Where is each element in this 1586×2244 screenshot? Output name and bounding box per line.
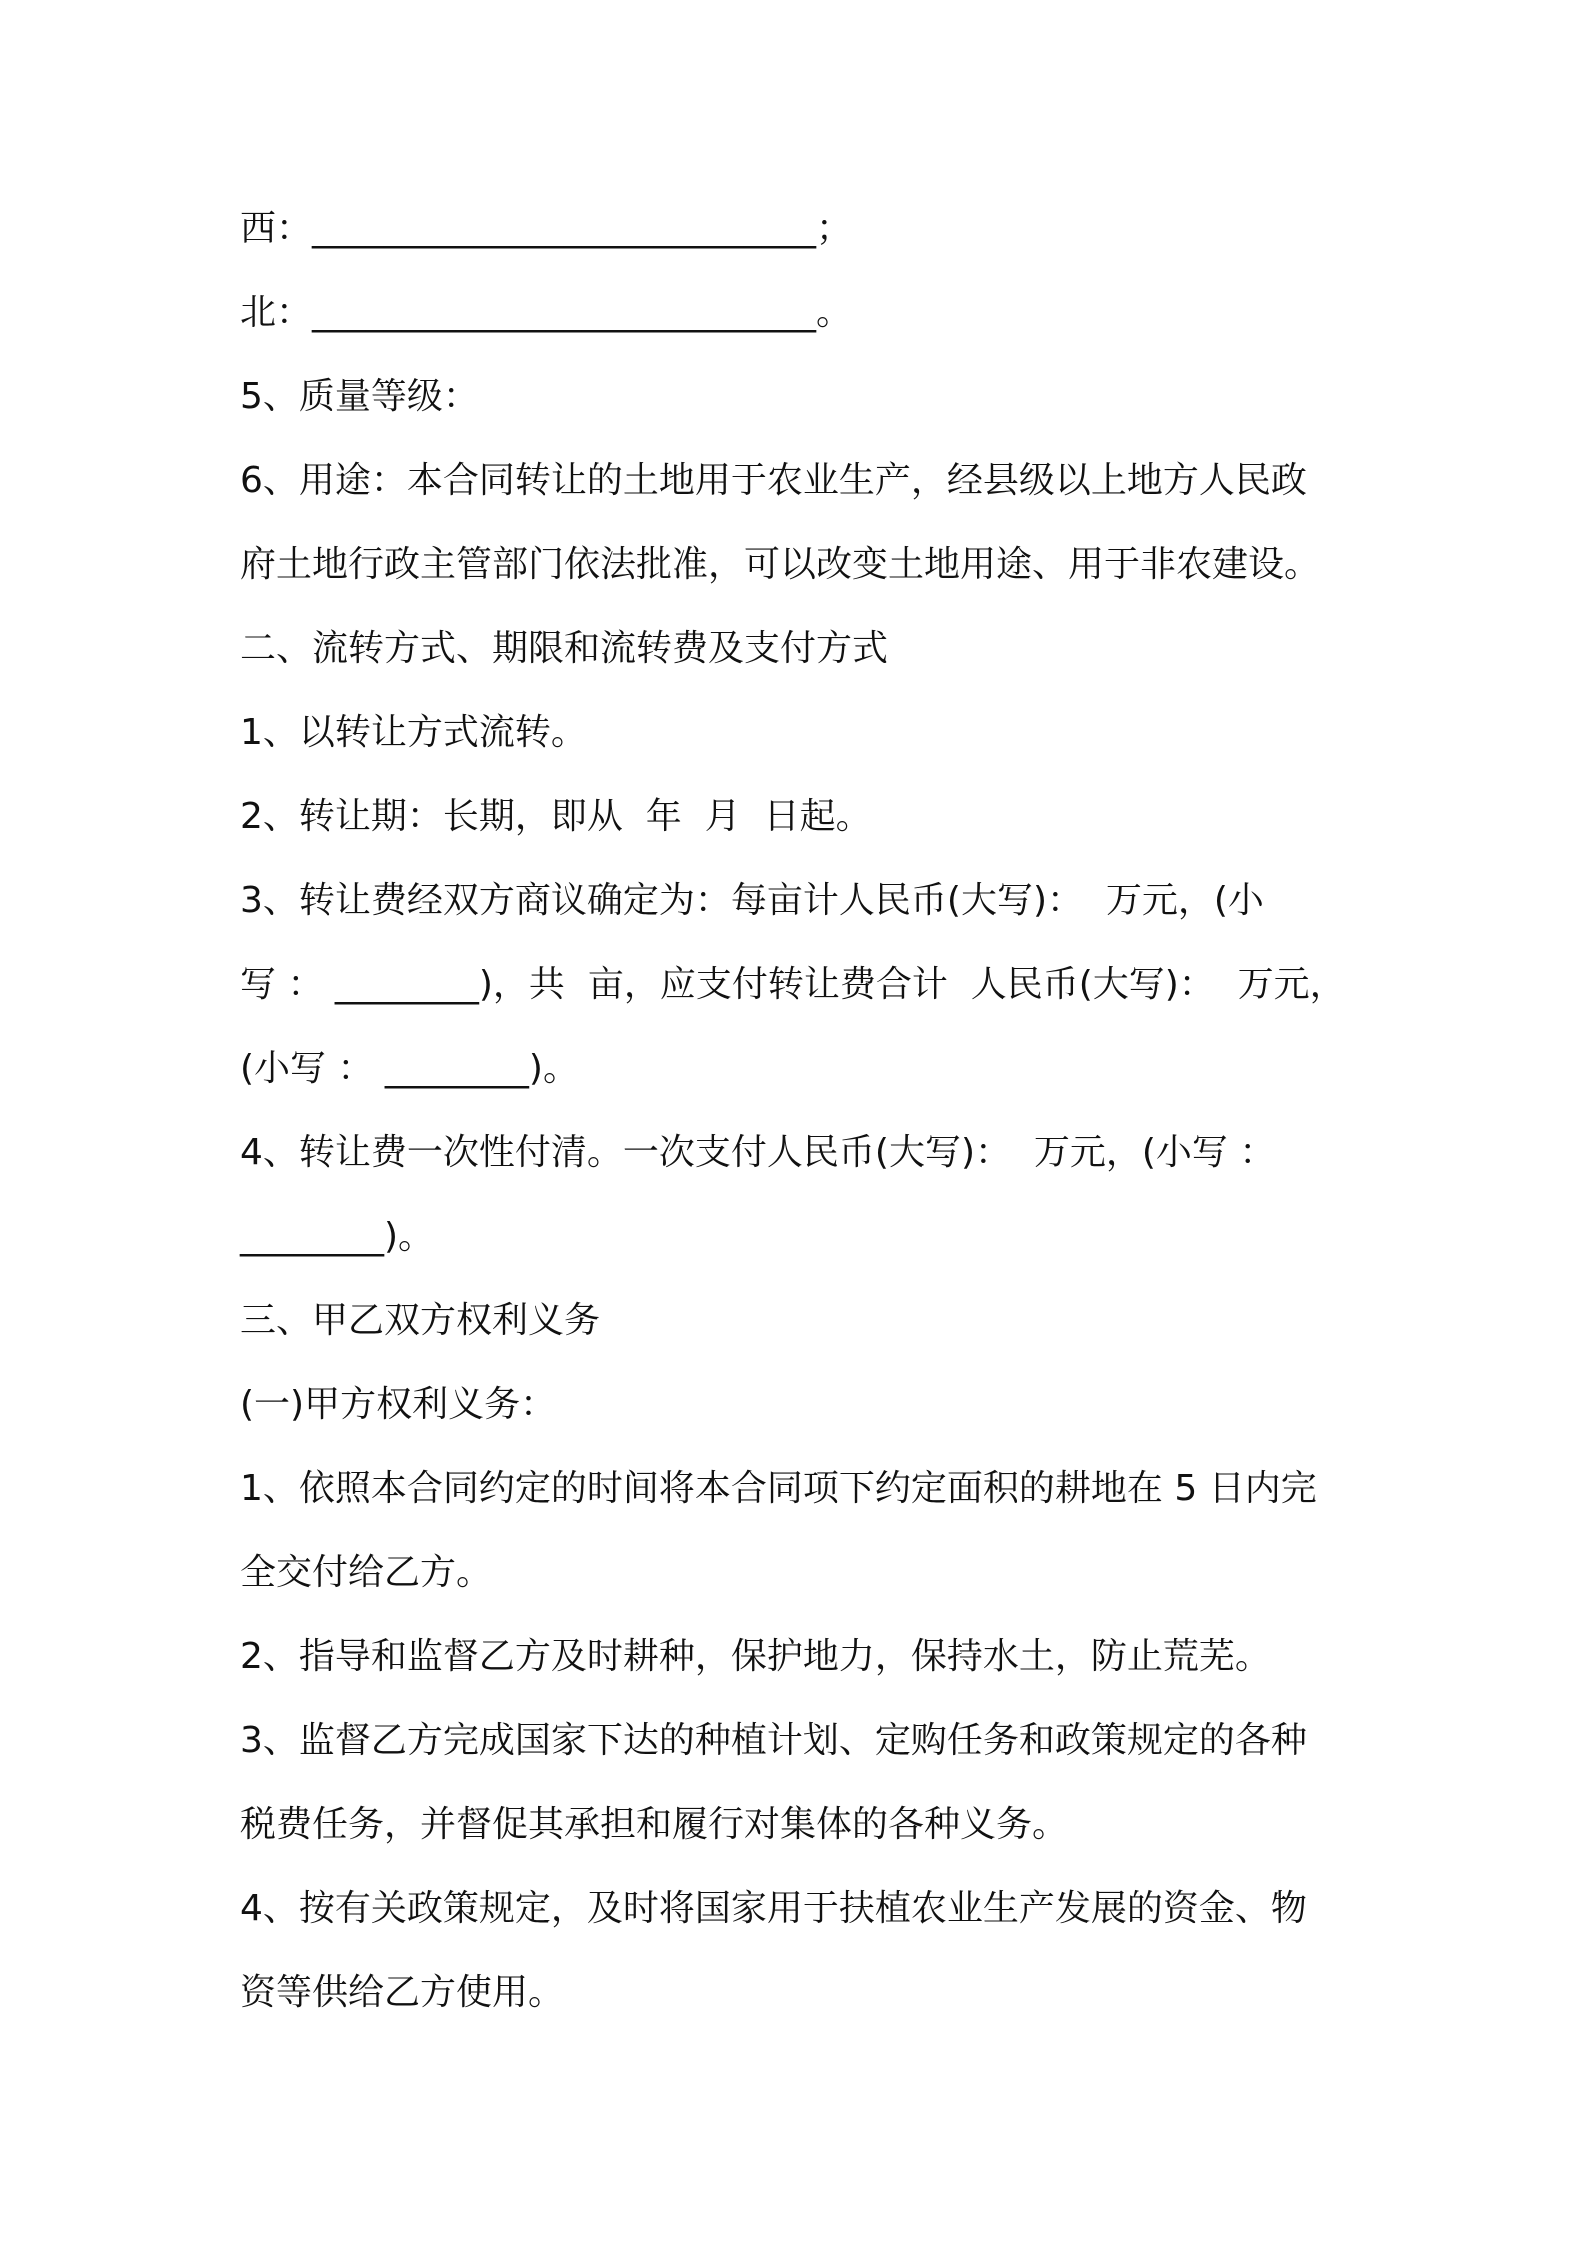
- clause-2-3-line-1: 3、转让费经双方商议确定为：每亩计人民币(大写)： 万元，(小: [240, 880, 1264, 921]
- quality-grade: 5、质量等级：: [240, 376, 479, 417]
- clause-2-2: 2、转让期：长期，即从 年 月 日起。: [240, 796, 872, 837]
- subsection-party-a: (一)甲方权利义务：: [240, 1384, 557, 1425]
- section-heading-2: 二、流转方式、期限和流转费及支付方式: [240, 628, 889, 669]
- clause-2-3-line-3: (小写 ： ________)。: [240, 1048, 579, 1089]
- clause-2-3-line-2: 写 ： ________)，共 亩，应支付转让费合计 人民币(大写)： 万元，: [240, 964, 1346, 1005]
- land-use-line-1: 6、用途：本合同转让的土地用于农业生产，经县级以上地方人民政: [240, 460, 1307, 501]
- clause-3-4-line-1: 4、按有关政策规定，及时将国家用于扶植农业生产发展的资金、物: [240, 1888, 1307, 1929]
- land-use-line-2: 府土地行政主管部门依法批准，可以改变土地用途、用于非农建设。: [240, 544, 1321, 585]
- boundary-north: 北：____________________________。: [240, 292, 852, 333]
- clause-3-2: 2、指导和监督乙方及时耕种，保护地力，保持水土，防止荒芜。: [240, 1636, 1271, 1677]
- clause-3-1-line-2: 全交付给乙方。: [240, 1552, 493, 1593]
- clause-3-4-line-2: 资等供给乙方使用。: [240, 1972, 565, 2013]
- clause-2-4-line-2: ________)。: [240, 1216, 435, 1257]
- section-heading-3: 三、甲乙双方权利义务: [240, 1300, 601, 1341]
- clause-3-1-line-1: 1、依照本合同约定的时间将本合同项下约定面积的耕地在 5 日内完: [240, 1468, 1317, 1509]
- clause-3-3-line-1: 3、监督乙方完成国家下达的种植计划、定购任务和政策规定的各种: [240, 1720, 1307, 1761]
- clause-2-1: 1、以转让方式流转。: [240, 712, 587, 753]
- clause-2-4-line-1: 4、转让费一次性付清。一次支付人民币(大写)： 万元，(小写 ：: [240, 1132, 1276, 1173]
- boundary-west: 西：____________________________；: [240, 208, 852, 249]
- clause-3-3-line-2: 税费任务，并督促其承担和履行对集体的各种义务。: [240, 1804, 1069, 1845]
